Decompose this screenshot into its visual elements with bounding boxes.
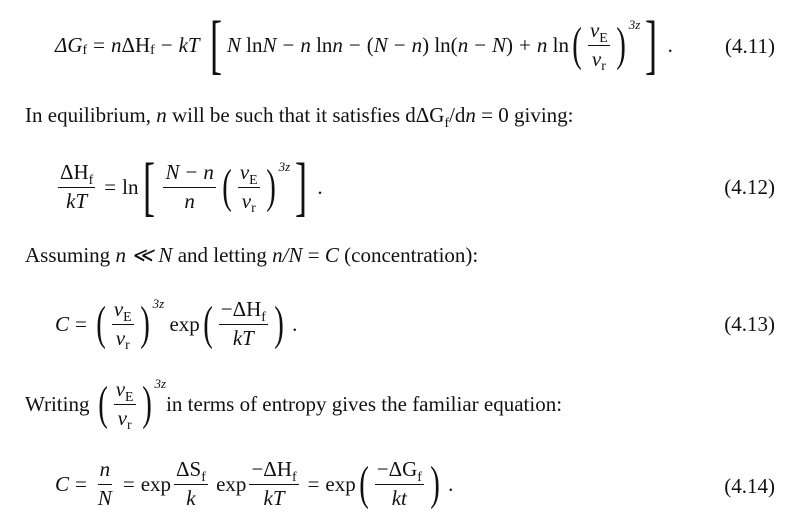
- equation-number-4-11: (4.11): [725, 34, 775, 58]
- equation-4-12: $\frac{\Delta H_f}{kT}$ = ln [ $\frac{N - n}{n}$ ( $\frac{\nu_E}{\nu_r}$ ) 3z ] .: [60, 150, 323, 223]
- paragraph-writing: Writing ( $\frac{\nu_E}{\nu_r}$ ) 3z in terms of entropy gives the familiar equation:: [25, 376, 563, 433]
- paragraph-assuming: Assuming n ≪ N and letting n/N = C (concentration):: [25, 243, 479, 267]
- equation-4-11: ΔG f = n ΔH f − kT [ N ln N − n ln n − ( N − n ) ln( n − N ) + n ln ( $\frac{\nu_E}{\nu_r}$ ) 3z ] .: [55, 8, 673, 81]
- equation-4-14: C = $\frac{n}{N}$ = exp $\frac{\Delta S_f}{k}$ exp $\frac{-\Delta H_f}{kT}$ = exp ( $\frac{-\Delta G_f}{kt}$ ) .: [55, 457, 454, 510]
- paragraph-equilibrium: In equilibrium, n will be such that it satisfies dΔG$_f$/dn = 0 giving:: [25, 103, 574, 130]
- equation-number-4-14: (4.14): [724, 474, 775, 498]
- equation-number-4-12: (4.12): [724, 175, 775, 199]
- equation-4-13: C = ( $\frac{\nu_E}{\nu_r}$ ) 3z exp ( $\frac{-\Delta H_f}{kT}$ ) .: [55, 296, 298, 353]
- equation-number-4-13: (4.13): [724, 312, 775, 336]
